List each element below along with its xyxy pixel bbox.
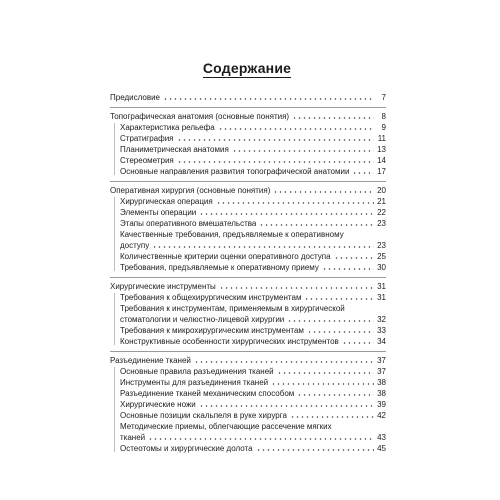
page-number: 13 xyxy=(377,144,386,154)
toc-entry-title: Требования к общехирургическим инструментам xyxy=(120,292,302,302)
dot-leader xyxy=(271,383,374,385)
toc-entry-title-line: стоматологии и челюстно-лицевой хирургии xyxy=(120,314,285,324)
toc-entry-title: Конструктивные особенности хирургических инструментов xyxy=(120,336,339,346)
dot-leader xyxy=(194,361,374,363)
toc-subentry xyxy=(120,155,386,166)
page-number: 37 xyxy=(377,355,386,365)
page-number: 38 xyxy=(377,377,386,387)
page-number: 23 xyxy=(377,218,386,228)
toc-entry-title: Стереометрия xyxy=(120,155,174,165)
toc-entry-title: Требования, предъявляемые к оперативному приему xyxy=(120,262,319,272)
page-number: 14 xyxy=(377,155,386,165)
toc-subentry-line xyxy=(120,432,386,443)
toc-entry-title: Элементы операции xyxy=(120,207,197,217)
toc-subentry-line xyxy=(120,303,386,314)
toc-entry-title-line: тканей xyxy=(120,432,146,442)
toc-subentry-line xyxy=(120,421,386,432)
page-number: 22 xyxy=(377,207,386,217)
toc-entry-preface xyxy=(110,92,386,103)
toc-subentry-line xyxy=(120,229,386,240)
toc-entry-title: Количественные критерии оценки оперативного доступа xyxy=(120,251,331,261)
toc-subentry xyxy=(120,133,386,144)
toc-subentries xyxy=(110,196,386,273)
toc-subentry-line xyxy=(120,314,386,325)
toc-subentry xyxy=(120,336,386,347)
dot-leader xyxy=(152,246,374,248)
toc-entry-title-line: Требования к инструментам, применяемым в хирургической xyxy=(120,303,345,313)
toc-entry-title: Требования к микрохирургическим инструментам xyxy=(120,325,304,335)
toc-subentry xyxy=(120,377,386,388)
dot-leader xyxy=(148,438,374,440)
page-number: 33 xyxy=(377,325,386,335)
page-title-wrapper xyxy=(0,60,494,78)
dot-leader xyxy=(292,117,374,119)
dot-leader xyxy=(256,449,374,451)
page-number: 30 xyxy=(377,262,386,272)
toc-subentry xyxy=(120,292,386,303)
page-number: 45 xyxy=(377,443,386,453)
toc-section xyxy=(110,181,386,273)
toc-subentry-multiline xyxy=(120,421,386,443)
toc-subentry xyxy=(120,388,386,399)
dot-leader xyxy=(177,139,375,141)
page-number: 7 xyxy=(381,92,386,102)
dot-leader xyxy=(199,213,374,215)
toc-section xyxy=(110,107,386,177)
dot-leader xyxy=(342,342,374,344)
page-number: 42 xyxy=(377,410,386,420)
page-number: 25 xyxy=(377,251,386,261)
toc-subentry xyxy=(120,262,386,273)
toc-subentry-multiline xyxy=(120,229,386,251)
toc-subentry xyxy=(120,144,386,155)
toc-entry-title: Планиметрическая анатомия xyxy=(120,144,229,154)
toc-section-heading xyxy=(110,111,386,122)
page-number: 34 xyxy=(377,336,386,346)
page-number: 43 xyxy=(377,432,386,442)
toc-subentry xyxy=(120,399,386,410)
toc-entry-title: Этапы оперативного вмешательства xyxy=(120,218,257,228)
page-number: 17 xyxy=(377,166,386,176)
dot-leader xyxy=(297,394,374,396)
toc-entry-title: Хирургические ножи xyxy=(120,399,196,409)
dot-leader xyxy=(216,202,374,204)
toc-entry-title: Характеристика рельефа xyxy=(120,122,215,132)
toc-entry-title: Основные позиции скальпеля в руке хирурга xyxy=(120,410,287,420)
dot-leader xyxy=(273,191,374,193)
toc-entry-title-line: Качественные требования, предъявляемые к оперативному xyxy=(120,229,344,239)
toc-subentry xyxy=(120,207,386,218)
toc-entry-title: Хирургические инструменты xyxy=(110,281,216,291)
page-number: 31 xyxy=(377,281,386,291)
page-number: 8 xyxy=(381,111,386,121)
dot-leader xyxy=(199,405,374,407)
page-number: 38 xyxy=(377,388,386,398)
toc-subentry xyxy=(120,196,386,207)
dot-leader xyxy=(259,224,374,226)
dot-leader xyxy=(177,161,374,163)
toc-subentries xyxy=(110,122,386,177)
page-number: 39 xyxy=(377,399,386,409)
page-number: 37 xyxy=(377,366,386,376)
toc-subentries xyxy=(110,366,386,454)
toc-subentry-multiline xyxy=(120,303,386,325)
toc-subentry xyxy=(120,166,386,177)
dot-leader xyxy=(352,172,374,174)
toc-entry-title: Основные направления развития топографической анатомии xyxy=(120,166,350,176)
toc-subentry xyxy=(120,218,386,229)
toc-entry-title-line: Методические приемы, облегчающие рассечение мягких xyxy=(120,421,332,431)
toc-subentry xyxy=(120,410,386,421)
dot-leader xyxy=(277,372,374,374)
toc-entry-title: Стратиграфия xyxy=(120,133,174,143)
toc-subentry xyxy=(120,251,386,262)
page-number: 23 xyxy=(377,240,386,250)
dot-leader xyxy=(304,298,374,300)
toc-entry-title: Разъединение тканей механическим способом xyxy=(120,388,295,398)
page-number: 31 xyxy=(377,292,386,302)
dot-leader xyxy=(322,268,374,270)
toc-entry-title: Инструменты для разъединения тканей xyxy=(120,377,269,387)
page-title: Содержание xyxy=(202,60,292,76)
toc-subentry xyxy=(120,325,386,336)
table-of-contents xyxy=(110,92,386,454)
toc-section xyxy=(110,277,386,347)
dot-leader xyxy=(163,98,374,100)
toc-section-heading xyxy=(110,355,386,366)
toc-entry-title: Остеотомы и хирургические долота xyxy=(120,443,253,453)
dot-leader xyxy=(218,128,374,130)
toc-subentry xyxy=(120,366,386,377)
page-number: 21 xyxy=(377,196,386,206)
dot-leader xyxy=(219,287,374,289)
toc-subentries xyxy=(110,292,386,347)
toc-section-heading xyxy=(110,281,386,292)
toc-subentry-line xyxy=(120,240,386,251)
toc-section xyxy=(110,351,386,454)
toc-entry-title: Хирургическая операция xyxy=(120,196,213,206)
page-number: 32 xyxy=(377,314,386,324)
dot-leader xyxy=(232,150,374,152)
toc-entry-title: Предисловие xyxy=(110,92,160,102)
toc-entry-title-line: доступу xyxy=(120,240,150,250)
toc-entry-title: Топографическая анатомия (основные понятия) xyxy=(110,111,290,121)
toc-entry-title: Разъединение тканей xyxy=(110,355,191,365)
dot-leader xyxy=(307,331,374,333)
toc-subentry xyxy=(120,443,386,454)
toc-entry-title: Основные правила разъединения тканей xyxy=(120,366,274,376)
page-number: 11 xyxy=(377,133,386,143)
toc-entry-title: Оперативная хирургия (основные понятия) xyxy=(110,185,271,195)
toc-subentry xyxy=(120,122,386,133)
dot-leader xyxy=(287,320,374,322)
page-number: 9 xyxy=(381,122,386,132)
dot-leader xyxy=(334,257,374,259)
toc-section-heading xyxy=(110,185,386,196)
page-number: 20 xyxy=(377,185,386,195)
dot-leader xyxy=(290,416,374,418)
